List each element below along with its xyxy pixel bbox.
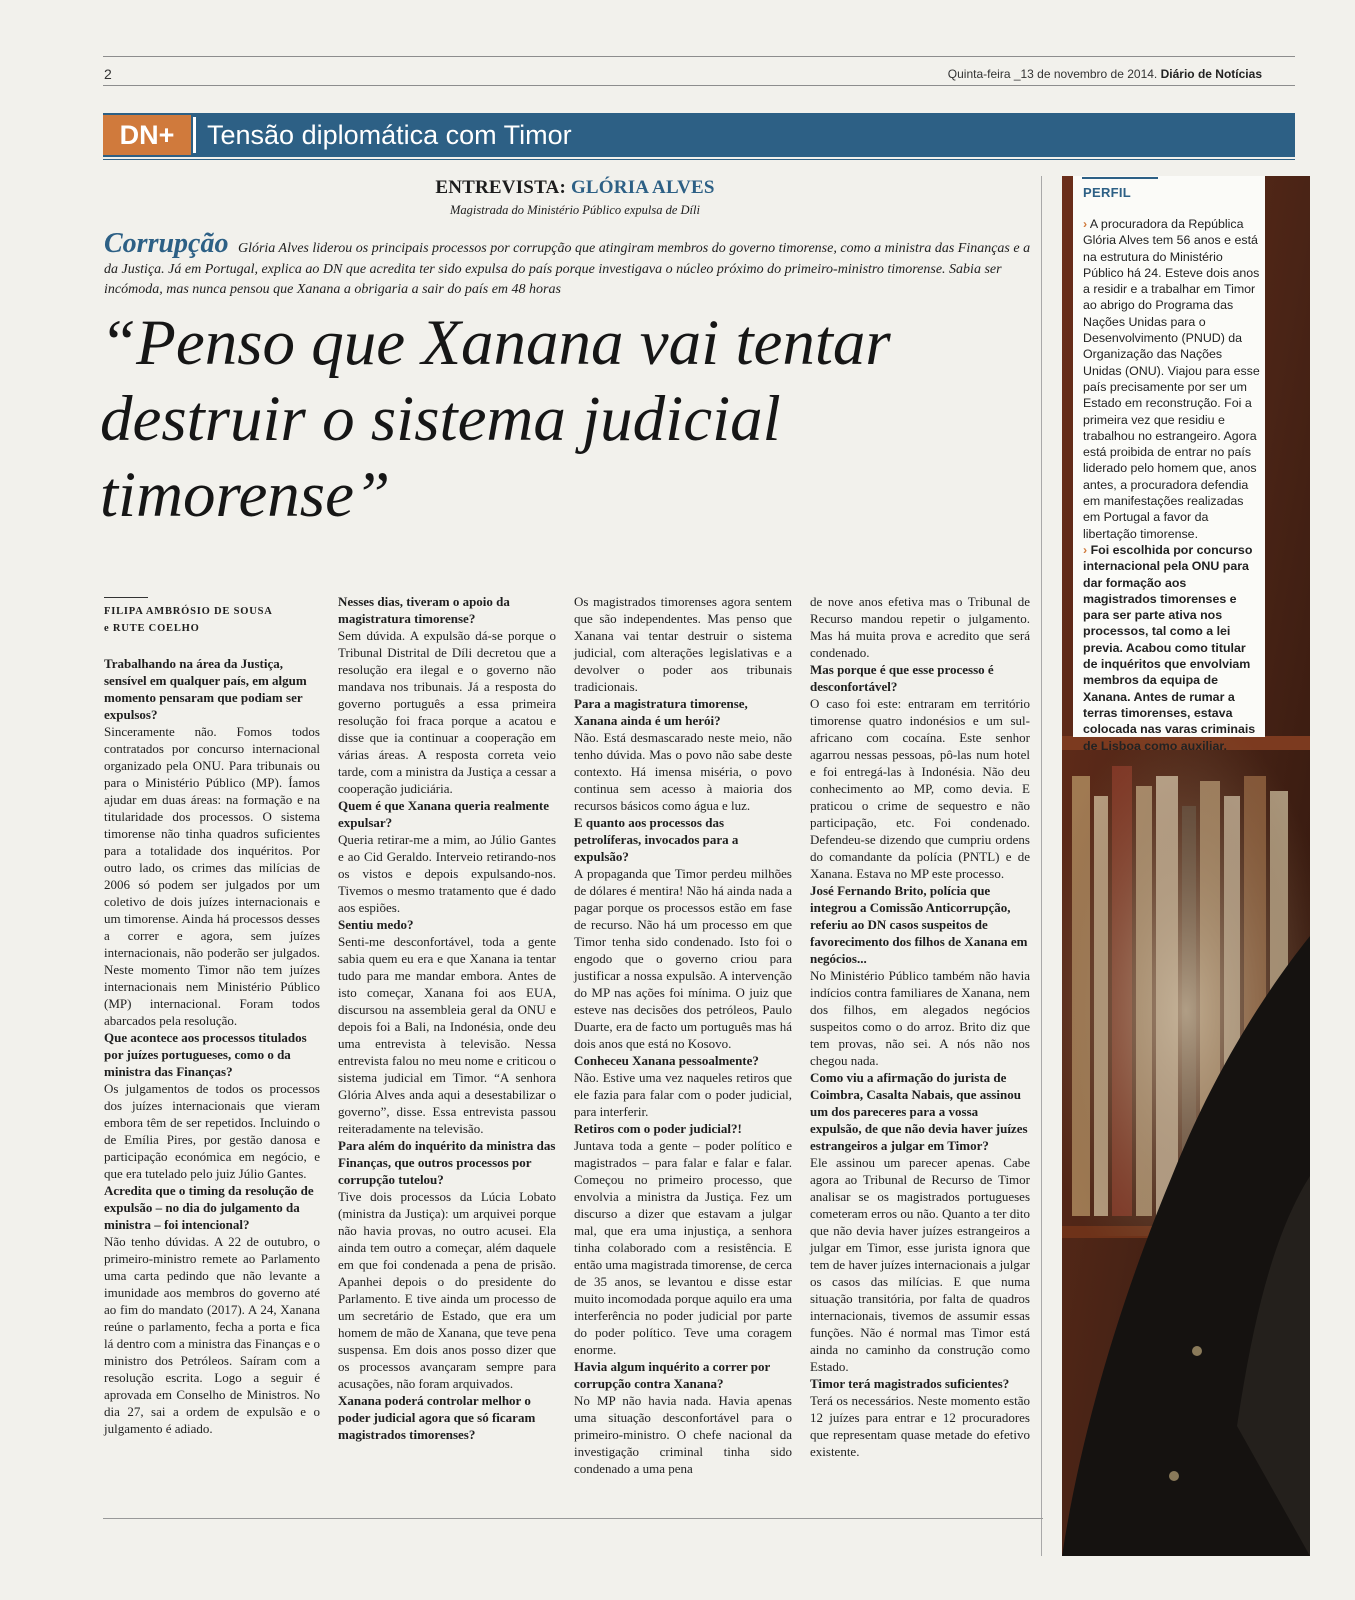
dn-plus-badge: DN+: [103, 115, 191, 155]
interview-question: Trabalhando na área da Justiça, sensível em qualquer país, em algum momento pensaram que podiam ser expulsos?: [104, 656, 307, 722]
subkicker: Magistrada do Ministério Público expulsa de Díli: [450, 203, 700, 217]
interview-question: Sentiu medo?: [338, 917, 414, 932]
interview-question: Conheceu Xanana pessoalmente?: [574, 1053, 759, 1068]
byline-author-1: FILIPA AMBRÓSIO DE SOUSA: [104, 606, 273, 617]
body-column-3: [574, 593, 792, 1477]
interview-question: Para a magistratura timorense, Xanana ainda é um herói?: [574, 696, 748, 728]
page-number: 2: [104, 66, 112, 82]
interview-answer: No MP não havia nada. Havia apenas uma situação desconfortável para o primeiro-ministro. O chefe nacional da investigação criminal tinha sido condenado a uma pena: [574, 1393, 792, 1476]
profile-title: PERFIL: [1083, 185, 1132, 200]
interview-question: Acredita que o timing da resolução de expulsão – no dia do julgamento da ministra – foi intencional?: [104, 1183, 314, 1232]
interview-answer: Ele assinou um parecer apenas. Cabe agora ao Tribunal de Recurso de Timor analisar se os magistrados portugueses cometeram erros ou não. Quanto a ter dito que não devia haver juízes estrangeiros a julgar em Timor, esse jurista ignora que tem de haver juízes internacionais a julgar os casos das milícias. E que numa situação transitória, por falta de quadros internacionais, tivemos de assumir essas funções. Não é normal mas Timor está ainda no caminho da construção como Estado.: [810, 1155, 1030, 1374]
interview-question: Havia algum inquérito a correr por corrupção contra Xanana?: [574, 1359, 771, 1391]
section-title: Tensão diplomática com Timor: [207, 120, 572, 150]
body-column-1: [104, 655, 320, 1437]
interview-answer: Juntava toda a gente – poder político e magistrados – para falar e falar e falar. Começou no primeiro processo, que envolvia a ministra da Justiça. Fez um discurso a dizer que estavam a julgar mal, que era uma injustiça, a senhora tinha colaborado com a resistência. E então uma magistrada timorense, de cerca de 35 anos, se levantou e disse estar muito incomodada porque aquilo era uma interferência no poder judicial por parte do poder político. Teve uma coragem enorme.: [574, 1138, 793, 1357]
interview-answer: Queria retirar-me a mim, ao Júlio Gantes e ao Cid Geraldo. Interveio retirando-nos os vistos e depois expulsando-nos. Tivemos o mesmo tratamento que é dado aos espiões.: [338, 832, 556, 915]
band-underline: [103, 159, 1295, 160]
category-label: Corrupção: [104, 228, 229, 259]
byline: [104, 603, 273, 637]
interview-answer: Terá os necessários. Neste momento estão 12 juízes para entrar e 12 procuradores que representam quase metade do efetivo existente.: [810, 1393, 1030, 1459]
interview-question: Que acontece aos processos titulados por juízes portugueses, como o da ministra das Finanças?: [104, 1030, 307, 1079]
profile-body: [1083, 216, 1260, 754]
issue-date: Quinta-feira _13 de novembro de 2014.: [947, 67, 1158, 81]
interview-answer: No Ministério Público também não havia indícios contra familiares de Xanana, nem dos filhos, em alegados negócios suspeitos como o do arroz. Brito diz que tem provas, não sei. A nós não nos chegou nada.: [810, 968, 1030, 1068]
profile-rule: [1082, 177, 1158, 179]
interview-answer: Sinceramente não. Fomos todos contratados por concurso internacional organizado pela ONU. Para tribunais ou para o Ministério Público (MP). Íamos ajudar em duas áreas: na formação e na titularidade dos processos. O sistema timorense não tinha quadros suficientes para a totalidade dos inquéritos. Por outro lado, os crimes das milícias de 2006 só podem ser julgados por um coletivo de dois juízes internacionais e um timorense. Ainda há processos desses a correr e agora, sem juízes internacionais, não poderão ser julgados. Neste momento Timor não tem juízes internacionais nem Ministério Público (MP) internacional. Foram todos abarcados pela resolução.: [104, 724, 320, 1028]
interview-question: Para além do inquérito da ministra das Finanças, que outros processos por corrupção tutelou?: [338, 1138, 556, 1187]
interview-question: E quanto aos processos das petrolíferas, invocados para a expulsão?: [574, 815, 739, 864]
profile-paragraph-2: Foi escolhida por concurso internacional pela ONU para dar formação aos magistrados timorenses e para ser parte ativa nos processos, tal como a lei previa. Acabou como titular de inquéritos que envolviam membros da equipa de Xanana. Antes de rumar a terras timorenses, estava colocada nas varas criminais de Lisboa como auxiliar.: [1083, 542, 1256, 753]
interview-question: Timor terá magistrados suficientes?: [810, 1376, 1010, 1391]
interview-answer: Os magistrados timorenses agora sentem que são independentes. Mas penso que Xanana vai tentar destruir o sistema judicial, com alterações legislativas e a devolver o poder aos tribunais tradicionais.: [574, 594, 792, 694]
interview-answer: Tive dois processos da Lúcia Lobato (ministra da Justiça): um arquivei porque não havia provas, no outro acusei. Ela ainda tem outro a começar, além daquele em que foi condenada a pena de prisão. Apanhei depois o do presidente do Parlamento. E tive ainda um processo de um secretário de Estado, que era um homem de mão de Xanana, que teve pena suspensa. Em dois anos posso dizer que os processos avançaram sempre para acusações, não foram arquivados.: [338, 1189, 556, 1391]
byline-rule: [104, 597, 148, 598]
headline: “Penso que Xanana vai tentar destruir o sistema judicial timorense”: [100, 307, 891, 531]
band-separator: [193, 117, 196, 153]
byline-author-2: e RUTE COELHO: [104, 623, 200, 634]
bullet-arrow-icon: ›: [1083, 217, 1088, 231]
dateline: [948, 67, 1262, 81]
column-divider: [1041, 176, 1042, 1556]
interview-question: Nesses dias, tiveram o apoio da magistratura timorense?: [338, 594, 510, 626]
interview-question: Retiros com o poder judicial?!: [574, 1121, 742, 1136]
interview-answer: Os julgamentos de todos os processos dos juízes internacionais que vieram embora têm de ser repetidos. Incluindo o de Emília Pires, por gestão danosa e participação económica em negócio, e que era tutelado pelo juiz Júlio Gantes.: [104, 1081, 320, 1181]
body-column-2: [338, 593, 556, 1443]
header-rule: [103, 85, 1295, 86]
interview-question: Mas porque é que esse processo é desconfortável?: [810, 662, 994, 694]
bottom-rule: [103, 1518, 1043, 1519]
interview-answer: Senti-me desconfortável, toda a gente sabia quem eu era e que Xanana ia tentar tudo para me mandar embora. Antes de isto começar, Xanana foi aos EUA, discursou na assembleia geral da ONU e depois foi a Bali, na Indonésia, onde deu uma entrevista à televisão. Nessa entrevista falou no meu nome e criticou o sistema judicial em Timor. “A senhora Glória Alves anda aqui a desestabilizar o governo”, disse. Essa entrevista passou reiteradamente na televisão.: [338, 934, 556, 1136]
publication-name: Diário de Notícias: [1160, 67, 1262, 81]
kicker-name: GLÓRIA ALVES: [570, 177, 715, 198]
interview-answer: O caso foi este: entraram em território timorense quatro indonésios e um sul-africano com cocaína. Este senhor agarrou nessas pessoas, pô-las num hotel e foi entregá-las à Indonésia. Não deu conhecimento ao MP, como devia. E praticou o crime de sequestro e não participação, etc. Foi condenado. Defendeu-se dizendo que cumpriu ordens do comandante da polícia (PNTL) e de Xanana. Estava no MP este processo.: [810, 696, 1030, 881]
interview-question: José Fernando Brito, polícia que integrou a Comissão Anticorrupção, referiu ao DN casos suspeitos de favorecimento dos filhos de Xanana em negócios...: [810, 883, 1028, 966]
interview-answer: Não tenho dúvidas. A 22 de outubro, o primeiro-ministro remete ao Parlamento uma carta pedindo que não levante a imunidade aos membros do governo até ao fim do mandato (2017). A 24, Xanana reúne o parlamento, fecha a porta e fica lá dentro com a ministra das Finanças e o ministro dos Petróleos. Saíram com a resolução escrita. Logo a seguir é aprovada em Conselho de Ministros. No dia 27, sai a ordem de expulsão e o julgamento é adiado.: [104, 1234, 320, 1436]
interview-question: Como viu a afirmação do jurista de Coimbra, Casalta Nabais, que assinou um dos pareceres para a vossa expulsão, de que não devia haver juízes estrangeiros a julgar em Timor?: [810, 1070, 1028, 1153]
bullet-arrow-icon: ›: [1083, 542, 1088, 557]
interview-answer: Não. Estive uma vez naqueles retiros que ele fazia para falar com o poder judicial, para interferir.: [574, 1070, 792, 1119]
interview-answer: de nove anos efetiva mas o Tribunal de Recurso mandou repetir o julgamento. Mas há muita prova e acredito que será condenado.: [810, 594, 1030, 660]
interview-kicker: [280, 177, 870, 199]
interview-answer: Sem dúvida. A expulsão dá-se porque o Tribunal Distrital de Díli decretou que a resolução era ilegal e o governo não mandava nos tribunais. Já a resposta do governo português a essa primeira resolução foi fraca porque a acatou e disse que ia continuar a cooperação em várias áreas. A resposta correta veio tarde, com a ministra da Justiça a cessar a cooperação judiciária.: [338, 628, 556, 796]
body-column-4: [810, 593, 1030, 1460]
profile-paragraph-1: A procuradora da República Glória Alves tem 56 anos e está na estrutura do Ministério Público há 24. Esteve dois anos a residir e a trabalhar em Timor ao abrigo do Programa das Nações Unidas para o Desenvolvimento (PNUD) da Organização das Nações Unidas (ONU). Viajou para esse país precisamente por ser um Estado em reconstrução. Foi a primeira vez que residiu e trabalhou no estrangeiro. Agora está proibida de entrar no país liderado pelo homem que, anos antes, a procuradora defendia em manifestações realizadas em Portugal a favor da libertação timorense.: [1083, 217, 1260, 541]
interview-answer: Não. Está desmascarado neste meio, não tenho dúvida. Mas o povo não sabe deste contexto. Há imensa miséria, o povo continua sem acesso à maioria dos recursos básicos como água e luz.: [574, 730, 792, 813]
kicker-label: ENTREVISTA:: [435, 177, 566, 198]
top-rule: [103, 56, 1295, 57]
interview-answer: A propaganda que Timor perdeu milhões de dólares é mentira! Não há ainda nada a pagar porque os processos estão em fase de recurso. Não há um processo em que Timor tenha sido condenado. Isto foi o engodo que o governo criou para justificar a nossa expulsão. A intervenção do MP nas ações foi mínima. O juiz que esteve nas decisões dos petróleos, Paulo Duarte, era de facto um português mas há dois anos que está no Kosovo.: [574, 866, 793, 1051]
lede-text: Glória Alves liderou os principais processos por corrupção que atingiram membros do governo timorense, como a ministra das Finanças e a da Justiça. Já em Portugal, explica ao DN que acredita ter sido expulsa do país porque investigava o núcleo próximo do primeiro-ministro timorense. Sabia ser incómoda, mas nunca pensou que Xanana a obrigaria a sair do país em 48 horas: [104, 241, 1031, 297]
lede-paragraph: [104, 228, 1039, 300]
interview-question: Quem é que Xanana queria realmente expulsar?: [338, 798, 549, 830]
interview-question: Xanana poderá controlar melhor o poder judicial agora que só ficaram magistrados timorenses?: [338, 1393, 536, 1442]
